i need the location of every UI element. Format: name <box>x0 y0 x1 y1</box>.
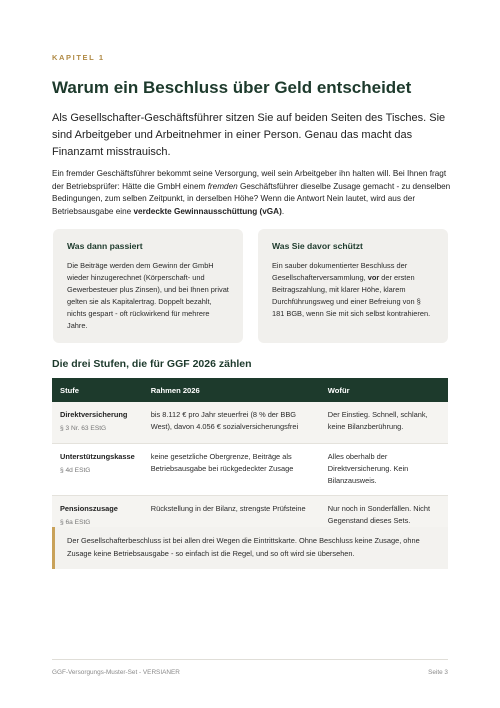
footer-document-name: GGF-Versorgungs-Muster-Set - VERSIANER <box>52 669 180 676</box>
lead-paragraph: Als Gesellschafter-Geschäftsführer sitzen Sie auf beiden Seiten des Tisches. Sie sind Arbeitgeber und Arbeitnehmer in einer Person. Genau das macht das Finanzamt misstrauisch. <box>52 112 446 158</box>
protection-text-part1: Ein sauber dokumentierter Beschluss der Gesellschafterversammlung, <box>272 261 408 282</box>
table-row <box>52 402 448 444</box>
frame-cell: Rückstellung in der Bilanz, strengste Prüfsteine <box>143 496 320 538</box>
body-text-part1: Ein fremder Geschäftsführer bekommt seine Versorgung, weil sein Arbeitgeber ihn halten will. Bei Ihnen fragt der Betriebsprüfer: Hätte die GmbH einem <box>52 169 447 191</box>
tier-name: Unterstützungskasse <box>60 452 135 461</box>
tiers-table <box>52 378 448 538</box>
protection-text-strong: vor <box>367 273 380 282</box>
protection-text-part2: der ersten Beitragszahlung, mit klarer Höhe, klarem Durchführungsweg und einer Befreiung von § 181 BGB, wenn Sie mit sich selbst kontrahieren. <box>272 273 431 318</box>
chapter-kicker: KAPITEL 1 <box>52 53 105 62</box>
body-text-strong: verdeckte Gewinnausschüttung (vGA) <box>133 206 282 216</box>
frame-cell: keine gesetzliche Obergrenze, Beiträge als Betriebsausgabe bei rückgedeckter Zusage <box>143 444 320 496</box>
consequence-card-text: Die Beiträge werden dem Gewinn der GmbH wieder hinzugerechnet (Körperschaft- und Gewerbesteuer plus Zinsen), und bei Ihnen privat gelten sie als Kapitalertrag. Doppelt bezahlt, nichts gespart - oft rückwirkend für mehrere Jahre. <box>67 261 229 330</box>
page-title: Warum ein Beschluss über Geld entscheidet <box>52 78 412 97</box>
protection-card-title: Was Sie davor schützt <box>272 241 363 251</box>
tier-cell <box>52 444 143 496</box>
purpose-cell: Der Einstieg. Schnell, schlank, keine Bilanzberührung. <box>320 402 448 444</box>
protection-card-text <box>272 260 434 320</box>
table-row <box>52 444 448 496</box>
body-text-emphasis: fremden <box>207 181 238 191</box>
body-text-part2: Geschäftsführer dieselbe Zusage gemacht - zu denselben Bedingungen, zum selben Zeitpunkt, in derselben Höhe? Wenn die Antwort Nein lautet, wird aus der Betriebsausgabe eine <box>52 181 451 216</box>
tier-name: Direktversicherung <box>60 410 128 419</box>
tier-cell <box>52 402 143 444</box>
body-text-part3: . <box>281 206 285 216</box>
page-number: Seite 3 <box>428 669 448 676</box>
purpose-cell: Nur noch in Sonderfällen. Nicht Gegenstand dieses Sets. <box>320 496 448 538</box>
tier-law: § 6a EStG <box>60 519 91 526</box>
footer-divider <box>52 659 448 660</box>
tier-law: § 3 Nr. 63 EStG <box>60 425 107 432</box>
table-header-row <box>52 378 448 402</box>
consequence-card-title: Was dann passiert <box>67 241 143 251</box>
tiers-heading: Die drei Stufen, die für GGF 2026 zählen <box>52 358 252 370</box>
purpose-cell: Alles oberhalb der Direktversicherung. Kein Bilanzausweis. <box>320 444 448 496</box>
column-header-stufe: Stufe <box>52 378 143 402</box>
callout-note: Der Gesellschafterbeschluss ist bei allen drei Wegen die Eintrittskarte. Ohne Beschluss keine Zusage, ohne Zusage keine Betriebsausgabe - so einfach ist die Regel, und so oft wird sie übersehen. <box>52 527 448 569</box>
column-header-wofuer: Wofür <box>320 378 448 402</box>
frame-cell: bis 8.112 € pro Jahr steuerfrei (8 % der BBG West), davon 4.056 € sozialversicherungsfrei <box>143 402 320 444</box>
column-header-rahmen: Rahmen 2026 <box>143 378 320 402</box>
protection-card <box>258 229 448 343</box>
consequence-card <box>53 229 243 343</box>
tier-name: Pensionszusage <box>60 504 118 513</box>
tier-law: § 4d EStG <box>60 467 91 474</box>
body-paragraph <box>52 168 452 218</box>
